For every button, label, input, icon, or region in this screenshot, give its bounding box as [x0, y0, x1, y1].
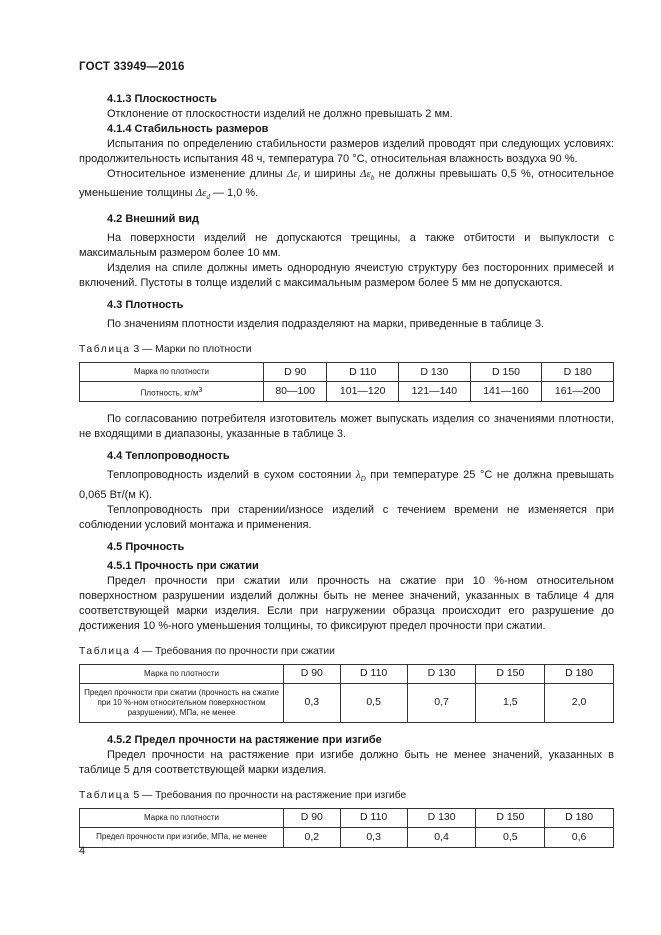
table-cell: D 110 — [340, 808, 407, 827]
table-cell — [80, 382, 264, 402]
text-fragment: Относительное изменение длины — [107, 168, 287, 180]
section-4-1-3-text: Отклонение от плоскостности изделий не должно превышать 2 мм. — [107, 108, 453, 120]
table-cell: Предел прочности при сжатии (прочность на сжатие при 10 %-ном относительном поверхностном разрушении), МПа, не менее — [80, 683, 284, 722]
table-3-caption — [79, 342, 614, 357]
symbol-subscript: D — [360, 475, 366, 484]
table-cell: D 150 — [470, 363, 542, 382]
document-body — [79, 92, 614, 848]
table-cell: 1,5 — [476, 683, 545, 722]
symbol-lambda: λ — [355, 469, 361, 482]
cell-superscript: 3 — [198, 386, 203, 394]
table-cell: Марка по плотности — [80, 664, 284, 683]
table-cell: 121—140 — [399, 382, 471, 402]
text-fragment: Теплопроводность изделий в сухом состоянии — [107, 469, 356, 482]
text-fragment: — 1,0 %. — [209, 187, 259, 200]
caption-title: 5 — Требования по прочности на растяжение при изгибе — [130, 789, 407, 801]
table-cell: D 180 — [545, 808, 614, 827]
table-row — [80, 808, 614, 827]
text-fragment: при температуре 25 °С не должна превышать 0,065 Вт/(м К). — [79, 469, 614, 501]
table-cell: D 130 — [407, 664, 476, 683]
caption-label: Таблица — [79, 789, 131, 801]
table-row — [80, 683, 614, 722]
table-cell: D 90 — [264, 363, 327, 382]
section-4-3-heading: 4.3 Плотность — [107, 299, 184, 312]
symbol-subscript: d — [206, 193, 210, 202]
table-cell: D 110 — [327, 363, 399, 382]
symbol-delta-epsilon: Δε — [286, 168, 298, 180]
table-cell: Предел прочности при изгибе, МПа, не менее — [80, 827, 284, 847]
table-cell: Марка по плотности — [80, 808, 284, 827]
table-cell: 0,7 — [407, 683, 476, 722]
table-row — [80, 363, 614, 382]
table-cell: D 180 — [545, 664, 614, 683]
section-4-5-1-para: Предел прочности при сжатии или прочность на сжатие при 10 %-ном относительном поверхностном разрушении изделий должны быть не менее значений, указанных в таблице 4 для соответствующей марки изделия. Если при нагружении образца происходит его разрушение до достижения 10 %-ного уменьшения толщины, то фиксируют предел прочности при сжатии. — [79, 574, 614, 632]
table-cell: 161—200 — [542, 382, 614, 402]
section-4-1-4-para-2 — [79, 167, 614, 205]
table-cell: 0,5 — [340, 683, 407, 722]
symbol-delta-epsilon: Δε — [195, 187, 207, 200]
caption-title: 4 — Требования по прочности при сжатии — [130, 645, 335, 657]
section-4-2-para-2: Изделия на спиле должны иметь однородную ячеистую структуру без посторонних примесей и включений. Пустоты в толще изделий с максимальным размером более 5 мм не допускаются. — [79, 262, 614, 290]
section-4-5-2-heading: 4.5.2 Предел прочности на растяжение при изгибе — [107, 733, 382, 746]
section-4-3-para-2: По согласованию потребителя изготовитель может выпускать изделия со значениями плотности, не входящими в диапазоны, указанные в таблице 3. — [79, 413, 614, 441]
table-cell: D 150 — [476, 808, 545, 827]
section-4-1-3-heading: 4.1.3 Плоскостность — [107, 93, 217, 105]
section-4-1-4-para-1: Испытания по определению стабильности размеров изделий проводят при следующих условиях: продолжительность испытания 48 ч, температура 70 °С, относительная влажность воздуха 90 %. — [79, 138, 614, 165]
table-cell: 2,0 — [545, 683, 614, 722]
caption-label: Таблица — [79, 344, 131, 356]
table-row — [80, 382, 614, 402]
table-cell: Марка по плотности — [80, 363, 264, 382]
caption-title: 3 — Марки по плотности — [130, 344, 252, 356]
table-4-caption — [79, 644, 614, 659]
section-4-5-1-heading: 4.5.1 Прочность при сжатии — [107, 559, 259, 572]
section-4-3-para-1: По значениям плотности изделия подразделяют на марки, приведенные в таблице 3. — [107, 318, 545, 331]
page-number: 4 — [79, 845, 86, 857]
document-header: ГОСТ 33949—2016 — [79, 61, 185, 73]
table-cell: D 130 — [407, 808, 476, 827]
table-cell: 0,2 — [284, 827, 341, 847]
table-cell: D 150 — [476, 664, 545, 683]
table-cell: D 130 — [399, 363, 471, 382]
table-cell: 101—120 — [327, 382, 399, 402]
table-5-caption — [79, 788, 614, 803]
table-cell: 0,5 — [476, 827, 545, 847]
table-cell: D 180 — [542, 363, 614, 382]
text-fragment: и ширины — [299, 168, 361, 180]
table-cell: 0,4 — [407, 827, 476, 847]
table-row — [80, 827, 614, 847]
section-4-1-4-heading: 4.1.4 Стабильность размеров — [107, 123, 269, 135]
section-4-2-para-1: На поверхности изделий не допускаются трещины, а также отбитости и выпуклости с максимальным размером более 10 мм. — [79, 232, 614, 260]
table-cell: D 110 — [340, 664, 407, 683]
caption-label: Таблица — [79, 645, 131, 657]
table-3 — [79, 362, 614, 402]
text-fragment: не должны превышать 0,5 %, относительное уменьшение толщины — [79, 168, 614, 200]
table-cell: 141—160 — [470, 382, 542, 402]
table-5 — [79, 808, 614, 848]
symbol-subscript: b — [370, 174, 375, 183]
table-row — [80, 664, 614, 683]
section-4-2-heading: 4.2 Внешний вид — [107, 213, 199, 226]
table-cell: D 90 — [284, 664, 341, 683]
table-cell: 0,3 — [284, 683, 341, 722]
symbol-subscript: l — [297, 174, 300, 183]
table-cell: D 90 — [284, 808, 341, 827]
section-4-5-heading: 4.5 Прочность — [107, 540, 185, 553]
section-4-4-para-2: Теплопроводность при старении/износе изделий с течением времени не изменяется при соблюдении условий монтажа и применения. — [79, 503, 614, 531]
section-4-5-2-para: Предел прочности на растяжение при изгибе должно быть не менее значений, указанных в таблице 5 для соответствующей марки изделия. — [79, 748, 614, 776]
table-cell: 0,3 — [340, 827, 407, 847]
section-4-4-para-1 — [79, 468, 614, 502]
table-cell: 80—100 — [264, 382, 327, 402]
section-4-4-heading: 4.4 Теплопроводность — [107, 450, 230, 463]
cell-text: Плотность, кг/м — [140, 388, 199, 398]
symbol-delta-epsilon: Δε — [360, 168, 371, 180]
table-cell: 0,6 — [545, 827, 614, 847]
table-4 — [79, 664, 614, 723]
